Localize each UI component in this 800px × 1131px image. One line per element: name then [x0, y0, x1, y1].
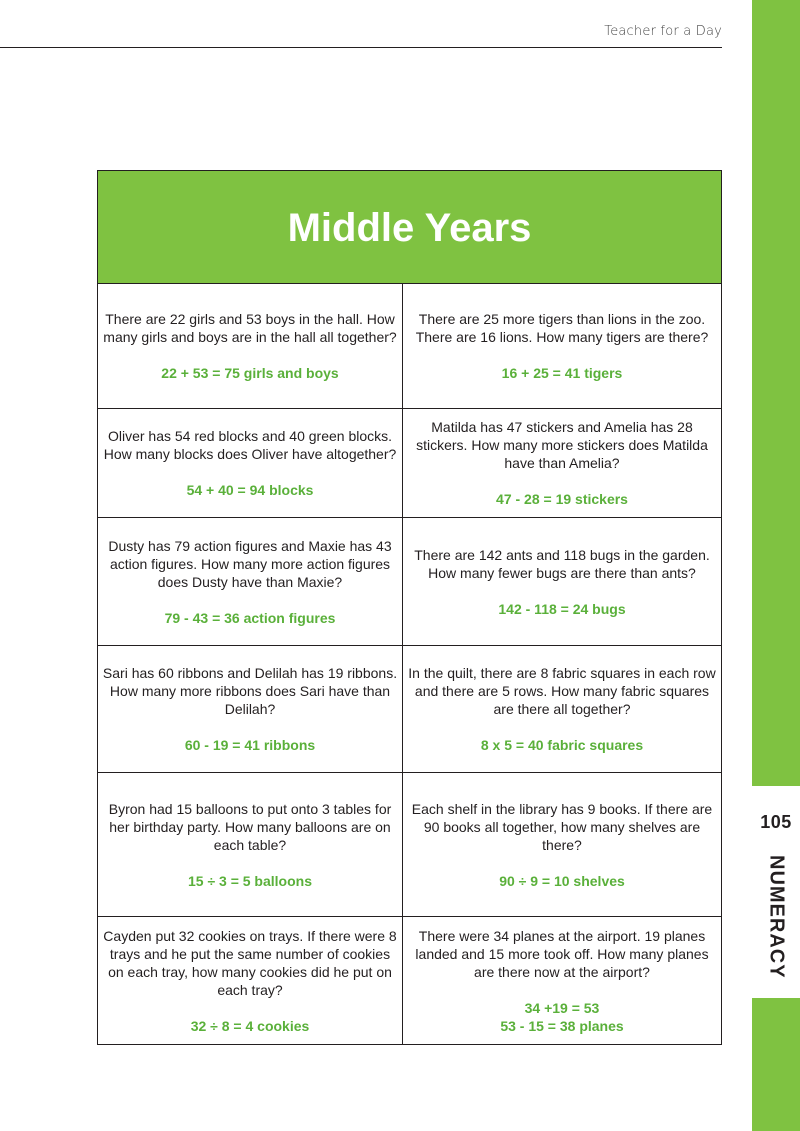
- running-header: Teacher for a Day: [604, 24, 722, 39]
- problem-answer: [185, 736, 315, 754]
- problem-question: There are 22 girls and 53 boys in the hall. How many girls and boys are in the hall all together?: [103, 311, 397, 345]
- problem-cell: [98, 917, 403, 1044]
- problem-question: Each shelf in the library has 9 books. If there are 90 books all together, how many shelves are there?: [411, 800, 713, 853]
- problem-answer: [165, 609, 336, 627]
- problem-answer: [496, 490, 628, 508]
- problem-question: In the quilt, there are 8 fabric squares in each row and there are 5 rows. How many fabric squares are there all together?: [408, 665, 716, 717]
- answer-line: 8 x 5 = 40 fabric squares: [480, 737, 644, 753]
- problem-cell: [403, 284, 721, 409]
- problem-answer: [161, 364, 338, 382]
- worksheet-banner: [98, 171, 721, 284]
- problem-question: There were 34 planes at the airport. 19 planes landed and 15 more took off. How many planes are there now at the airport?: [415, 927, 709, 980]
- worksheet-title: Middle Years: [287, 205, 532, 250]
- answer-line: 47 - 28 = 19 stickers: [496, 491, 628, 507]
- problem-answer: [191, 1017, 310, 1035]
- answer-line: 79 - 43 = 36 action figures: [164, 609, 336, 626]
- answer-line: 142 - 118 = 24 bugs: [498, 600, 626, 617]
- answer-line: 60 - 19 = 41 ribbons: [184, 737, 316, 753]
- problem-cell: [98, 284, 403, 409]
- problem-cell: [98, 646, 403, 773]
- problem-cell: [403, 409, 721, 518]
- section-label-text: NUMERACY: [765, 855, 788, 979]
- problem-cell: [403, 773, 721, 917]
- answer-line: 54 + 40 = 94 blocks: [186, 482, 314, 498]
- problem-answer: [502, 364, 623, 382]
- problem-question: There are 142 ants and 118 bugs in the garden. How many fewer bugs are there than ants?: [414, 546, 710, 581]
- problem-question: Oliver has 54 red blocks and 40 green blocks. How many blocks does Oliver have altogether?: [103, 428, 397, 462]
- problem-answer: [188, 872, 312, 890]
- problem-question: Byron had 15 balloons to put onto 3 tables for her birthday party. How many balloons are on each table?: [108, 800, 392, 853]
- worksheet-table: [97, 170, 722, 1045]
- answer-line: 16 + 25 = 41 tigers: [501, 365, 623, 381]
- answer-line: 34 +19 = 53: [524, 999, 600, 1016]
- header-rule: [0, 47, 722, 48]
- answer-line: 90 ÷ 9 = 10 shelves: [499, 872, 625, 889]
- section-label: [752, 855, 800, 979]
- answer-line: 22 + 53 = 75 girls and boys: [161, 365, 339, 381]
- side-tab-top: [752, 0, 800, 786]
- problem-question: Cayden put 32 cookies on trays. If there were 8 trays and he put the same number of cookies on each tray, how many cookies did he put on each tray?: [103, 927, 397, 998]
- problem-answer: [187, 481, 314, 499]
- problem-question: Sari has 60 ribbons and Delilah has 19 ribbons. How many more ribbons does Sari have than Delilah?: [102, 665, 398, 717]
- problem-question: There are 25 more tigers than lions in the zoo. There are 16 lions. How many tigers are there?: [415, 311, 709, 345]
- side-tab-bottom: [752, 998, 800, 1131]
- problem-question: Matilda has 47 stickers and Amelia has 28 stickers. How many more stickers does Matilda have than Amelia?: [416, 419, 708, 471]
- problem-cell: [403, 518, 721, 646]
- page-number: 105: [760, 812, 792, 832]
- problem-answer: [498, 600, 625, 618]
- answer-line: 53 - 15 = 38 planes: [500, 1017, 624, 1034]
- problem-question: Dusty has 79 action figures and Maxie has 43 action figures. How many more action figures does Dusty have than Maxie?: [108, 537, 392, 590]
- problem-grid: [98, 284, 721, 1044]
- problem-cell: [403, 646, 721, 773]
- problem-cell: [98, 773, 403, 917]
- answer-line: 32 ÷ 8 = 4 cookies: [190, 1017, 310, 1034]
- problem-answer: [500, 999, 623, 1035]
- problem-cell: [98, 409, 403, 518]
- problem-answer: [499, 872, 625, 890]
- answer-line: 15 ÷ 3 = 5 balloons: [187, 872, 312, 889]
- problem-cell: [98, 518, 403, 646]
- problem-answer: [481, 736, 643, 754]
- problem-cell: [403, 917, 721, 1044]
